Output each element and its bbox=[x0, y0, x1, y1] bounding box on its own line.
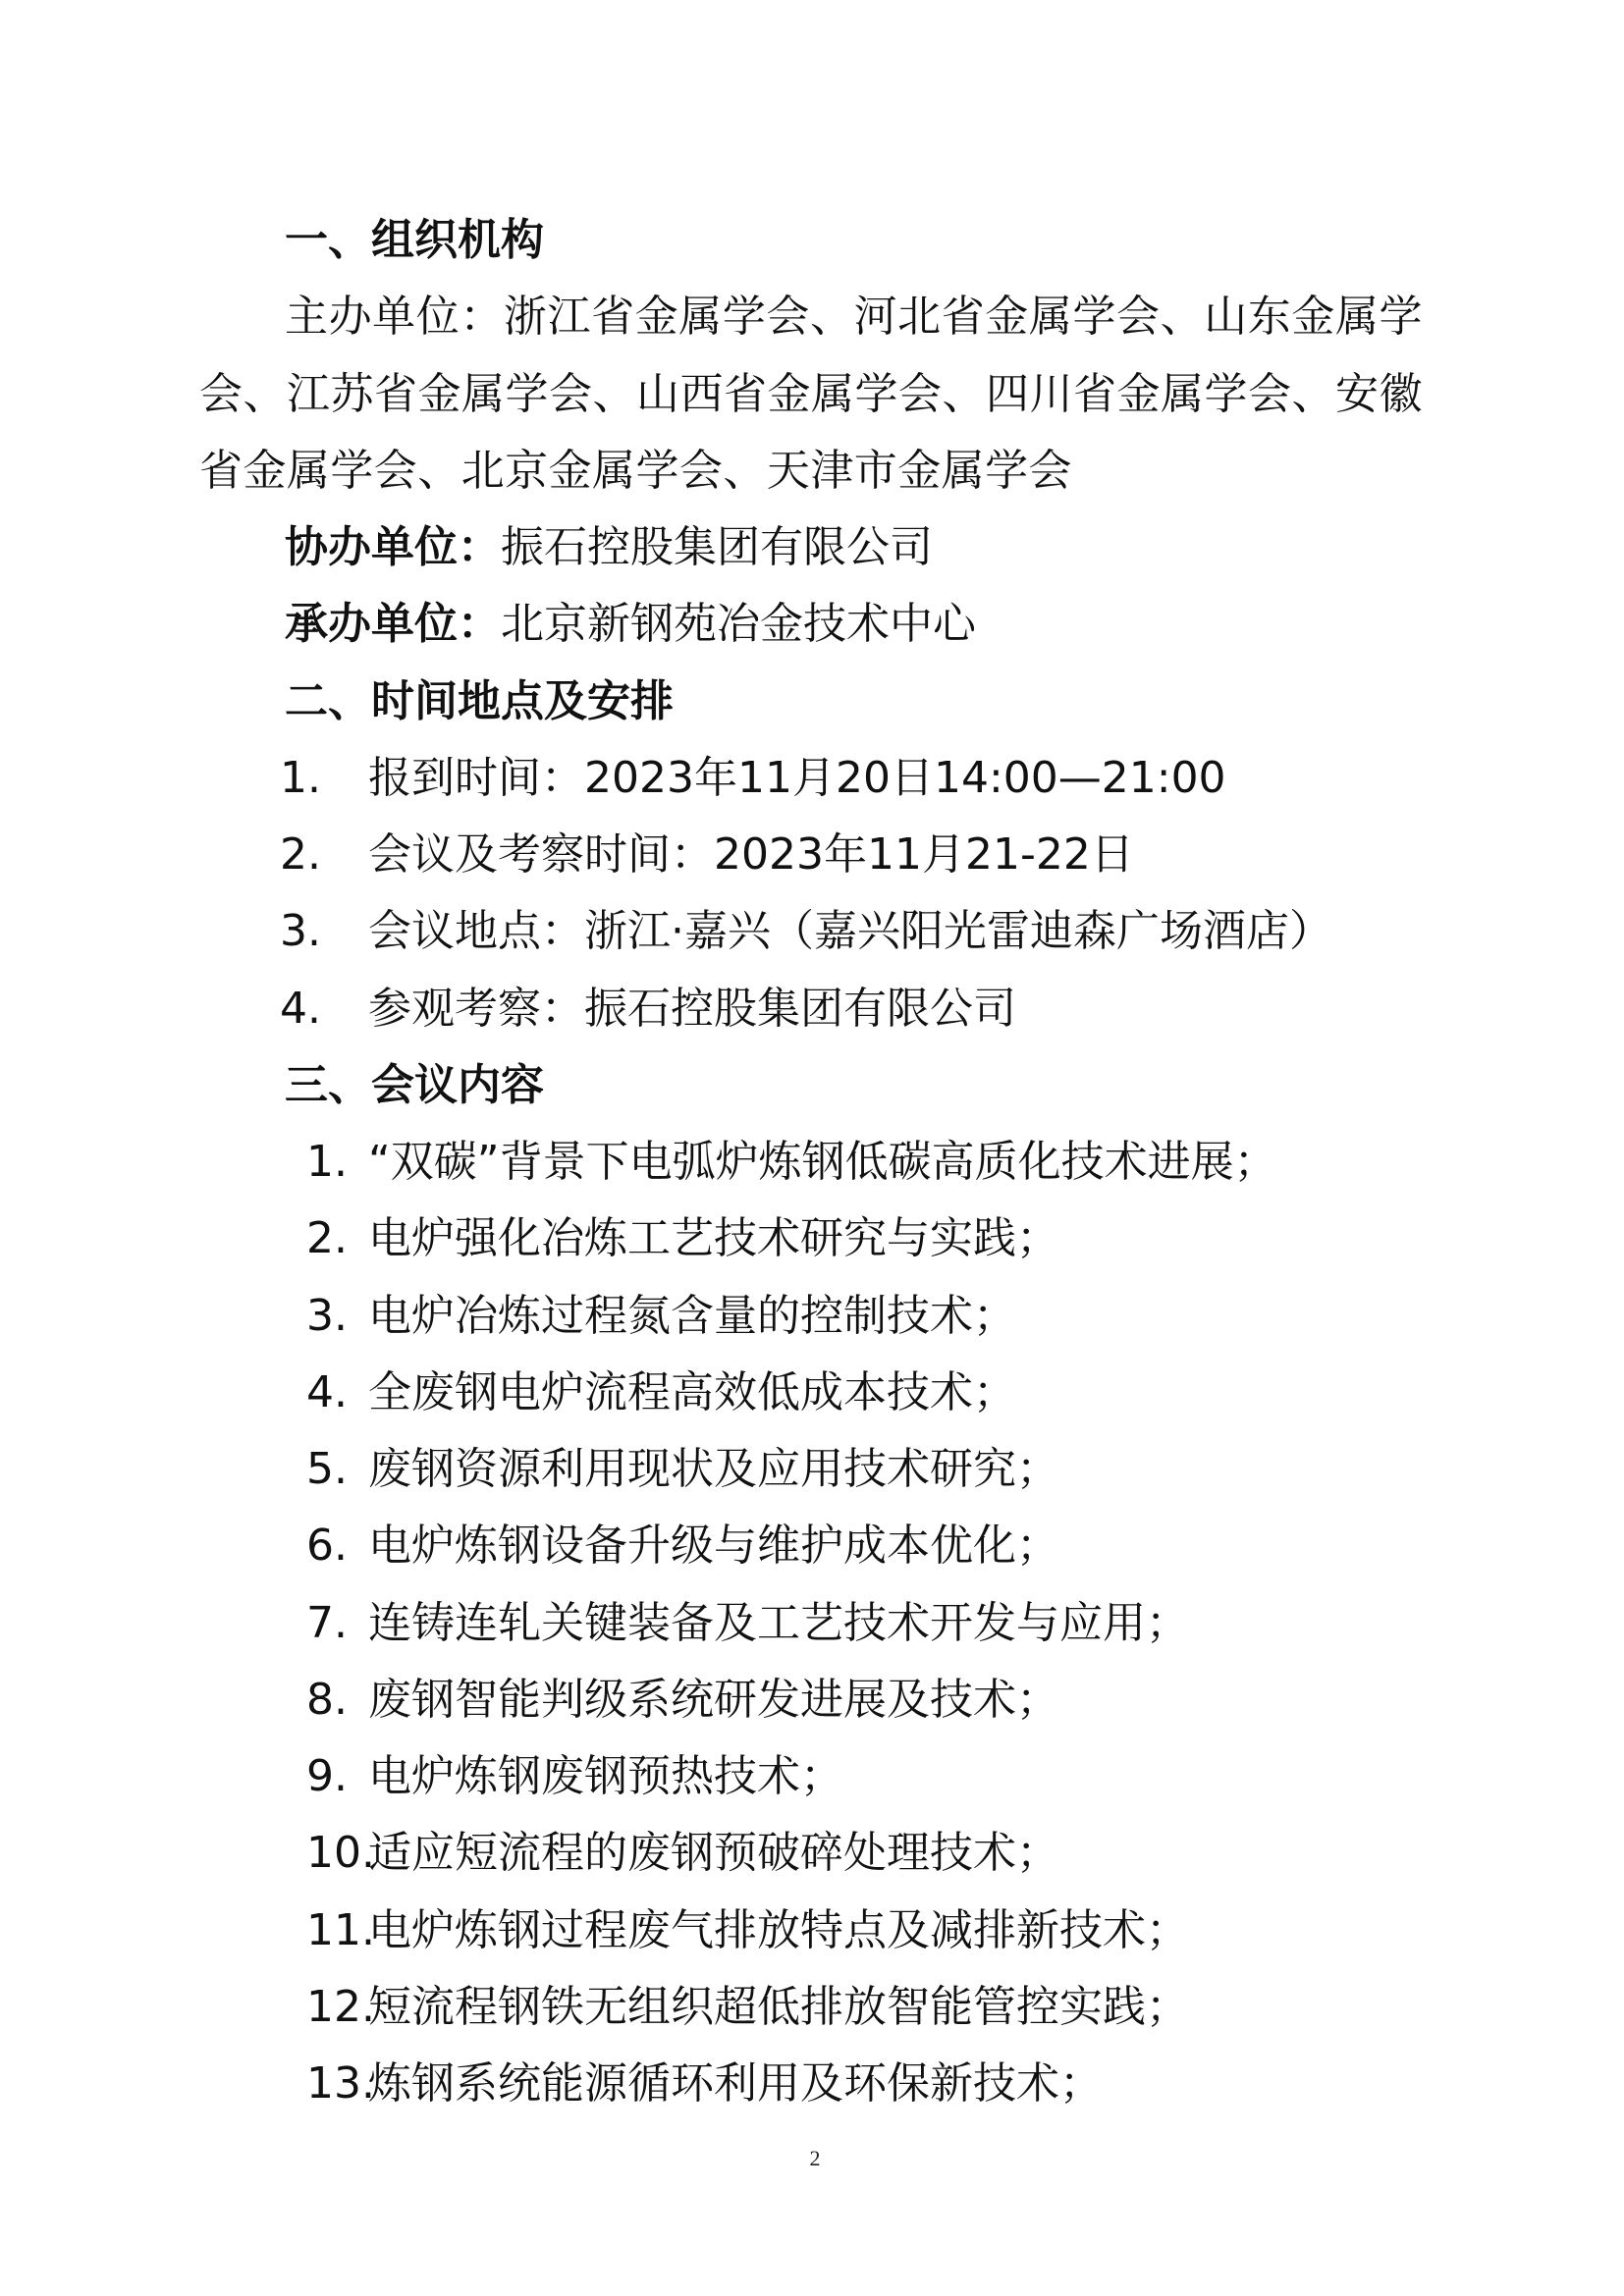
topic-item bbox=[0, 1431, 1624, 1508]
item-text: 参观考察：振石控股集团有限公司 bbox=[368, 983, 1016, 1034]
section-heading-organization: 一、组织机构 bbox=[285, 215, 544, 265]
item-number: 7. bbox=[306, 1597, 348, 1648]
schedule-item bbox=[0, 971, 1624, 1047]
item-number: 11. bbox=[306, 1904, 375, 1955]
schedule-item bbox=[0, 893, 1624, 970]
topic-item bbox=[0, 1124, 1624, 1201]
item-number: 13. bbox=[306, 2058, 375, 2109]
co-organizer-label: 协办单位： bbox=[285, 522, 501, 572]
item-text: “双碳”背景下电弧炉炼钢低碳高质化技术进展； bbox=[368, 1137, 1277, 1187]
item-number: 6. bbox=[306, 1521, 348, 1572]
item-number: 1. bbox=[306, 1137, 348, 1187]
item-number: 2. bbox=[306, 1213, 348, 1264]
item-text: 废钢智能判级系统研发进展及技术； bbox=[368, 1674, 1059, 1725]
item-text: 电炉炼钢设备升级与维护成本优化； bbox=[368, 1521, 1059, 1572]
topic-item bbox=[0, 1585, 1624, 1662]
item-text: 废钢资源利用现状及应用技术研究； bbox=[368, 1444, 1059, 1494]
topic-item bbox=[0, 1969, 1624, 2046]
item-text: 报到时间：2023年11月20日14:00—21:00 bbox=[368, 752, 1226, 803]
topic-item bbox=[0, 1815, 1624, 1892]
item-number: 8. bbox=[306, 1674, 348, 1725]
item-number: 2. bbox=[280, 829, 321, 880]
topic-item bbox=[0, 1355, 1624, 1431]
item-text: 短流程钢铁无组织超低排放智能管控实践； bbox=[368, 1981, 1189, 2032]
item-text: 电炉强化冶炼工艺技术研究与实践； bbox=[368, 1213, 1059, 1264]
item-number: 1. bbox=[280, 752, 321, 803]
item-number: 9. bbox=[306, 1751, 348, 1801]
item-number: 3. bbox=[306, 1290, 348, 1341]
topic-item bbox=[0, 1278, 1624, 1355]
organizer-label: 承办单位： bbox=[285, 599, 501, 650]
topic-item bbox=[0, 1508, 1624, 1584]
topic-item bbox=[0, 1893, 1624, 1969]
item-text: 炼钢系统能源循环利用及环保新技术； bbox=[368, 2058, 1103, 2109]
co-organizer-value: 振石控股集团有限公司 bbox=[501, 522, 933, 572]
topic-item bbox=[0, 2046, 1624, 2122]
topic-item bbox=[0, 1738, 1624, 1815]
schedule-item bbox=[0, 740, 1624, 817]
organizer-value: 北京新钢苑冶金技术中心 bbox=[501, 599, 976, 650]
item-number: 4. bbox=[280, 983, 321, 1034]
item-number: 10. bbox=[306, 1828, 375, 1879]
item-text: 电炉炼钢废钢预热技术； bbox=[368, 1751, 843, 1801]
document-body bbox=[0, 202, 1624, 2122]
section-heading-topics: 三、会议内容 bbox=[285, 1059, 544, 1110]
item-text: 会议地点：浙江·嘉兴（嘉兴阳光雷迪森广场酒店） bbox=[368, 906, 1332, 957]
item-number: 5. bbox=[306, 1444, 348, 1494]
item-number: 4. bbox=[306, 1366, 348, 1417]
item-text: 会议及考察时间：2023年11月21-22日 bbox=[368, 829, 1134, 880]
item-text: 全废钢电炉流程高效低成本技术； bbox=[368, 1366, 1016, 1417]
item-text: 适应短流程的废钢预破碎处理技术； bbox=[368, 1828, 1059, 1879]
item-text: 连铸连轧关键装备及工艺技术开发与应用； bbox=[368, 1597, 1189, 1648]
topic-item bbox=[0, 1662, 1624, 1738]
item-number: 3. bbox=[280, 906, 321, 957]
organizer-line bbox=[0, 586, 1624, 663]
host-units-paragraph: 主办单位：浙江省金属学会、河北省金属学会、山东金属学会、江苏省金属学会、山西省金属学会、四川省金属学会、安徽省金属学会、北京金属学会、天津市金属学会 bbox=[199, 292, 1423, 496]
co-organizer-line bbox=[0, 509, 1624, 586]
page-number: 2 bbox=[809, 2146, 821, 2170]
section-heading-schedule: 二、时间地点及安排 bbox=[285, 675, 674, 726]
schedule-item bbox=[0, 817, 1624, 893]
item-number: 12. bbox=[306, 1981, 375, 2032]
item-text: 电炉炼钢过程废气排放特点及减排新技术； bbox=[368, 1904, 1189, 1955]
topic-item bbox=[0, 1201, 1624, 1277]
item-text: 电炉冶炼过程氮含量的控制技术； bbox=[368, 1290, 1016, 1341]
